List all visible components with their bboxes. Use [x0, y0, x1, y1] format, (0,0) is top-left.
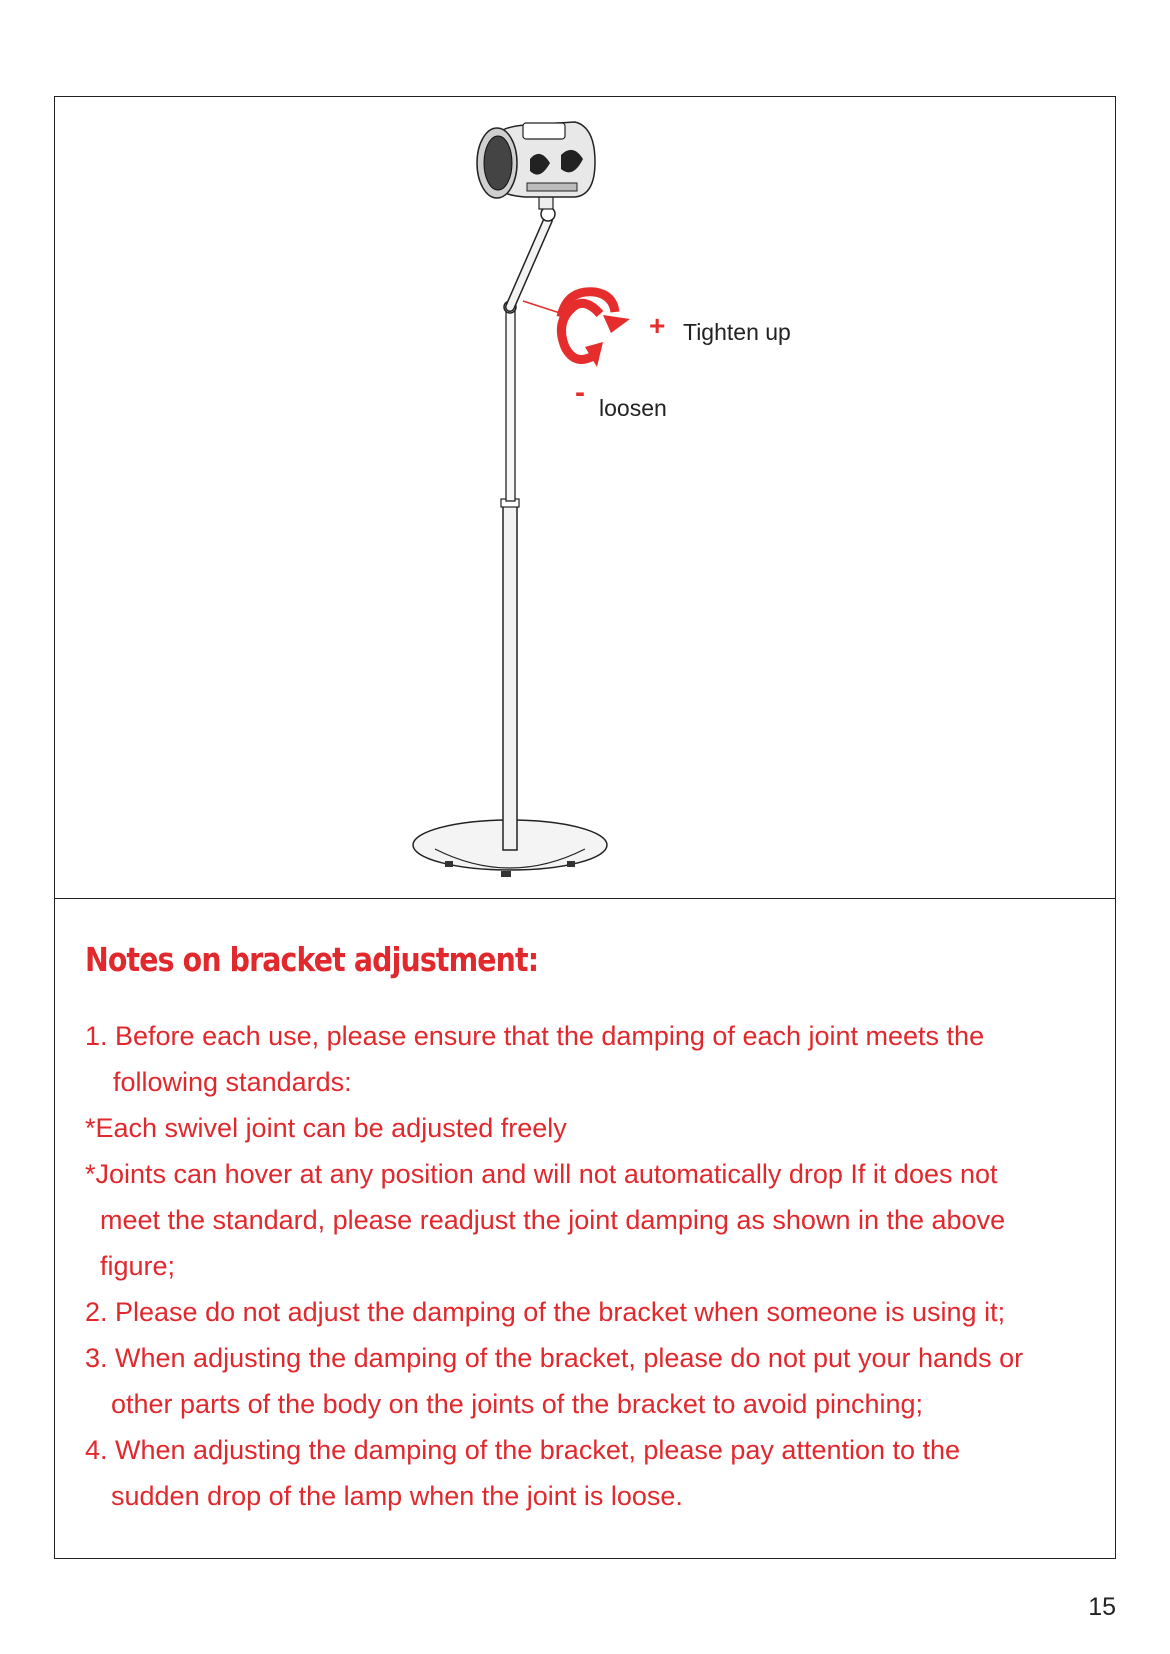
- bracket-figure: [55, 97, 1117, 898]
- note-item-4: [85, 1427, 1095, 1519]
- tighten-sign: +: [649, 310, 666, 341]
- tighten-label: Tighten up: [683, 319, 791, 345]
- notes-section: [85, 940, 1095, 1519]
- note-item-2-line: 2. Please do not adjust the damping of the bracket when someone is using it;: [85, 1297, 1006, 1327]
- note-star-2-line-1: *Joints can hover at any position and will not automatically drop If it does not: [85, 1159, 998, 1189]
- note-item-4-line-1: 4. When adjusting the damping of the bracket, please pay attention to the: [85, 1435, 961, 1465]
- section-divider: [55, 898, 1115, 899]
- lamp-stand-illustration: [55, 97, 1117, 898]
- note-item-1-line-2: following standards:: [113, 1067, 352, 1097]
- loosen-sign: -: [575, 376, 585, 409]
- note-item-3-line-1: 3. When adjusting the damping of the bracket, please do not put your hands or: [85, 1343, 1024, 1373]
- note-star-2: [85, 1151, 1095, 1289]
- note-item-4-line-2: sudden drop of the lamp when the joint is loose.: [111, 1481, 683, 1511]
- note-star-1-line: *Each swivel joint can be adjusted freely: [85, 1113, 567, 1143]
- note-item-3: [85, 1335, 1095, 1427]
- note-star-1: [85, 1105, 1095, 1151]
- note-item-1-line-1: 1. Before each use, please ensure that the damping of each joint meets the: [85, 1021, 985, 1051]
- notes-title: Notes on bracket adjustment:: [85, 940, 539, 979]
- note-star-2-line-2: meet the standard, please readjust the joint damping as shown in the above: [100, 1205, 1006, 1235]
- content-frame: [54, 96, 1116, 1559]
- note-item-1: [85, 1013, 1095, 1105]
- note-star-2-line-3: figure;: [100, 1251, 176, 1281]
- note-item-3-line-2: other parts of the body on the joints of the bracket to avoid pinching;: [111, 1389, 924, 1419]
- note-item-2: [85, 1289, 1095, 1335]
- page-number: 15: [1088, 1593, 1116, 1621]
- loosen-label: loosen: [599, 395, 667, 421]
